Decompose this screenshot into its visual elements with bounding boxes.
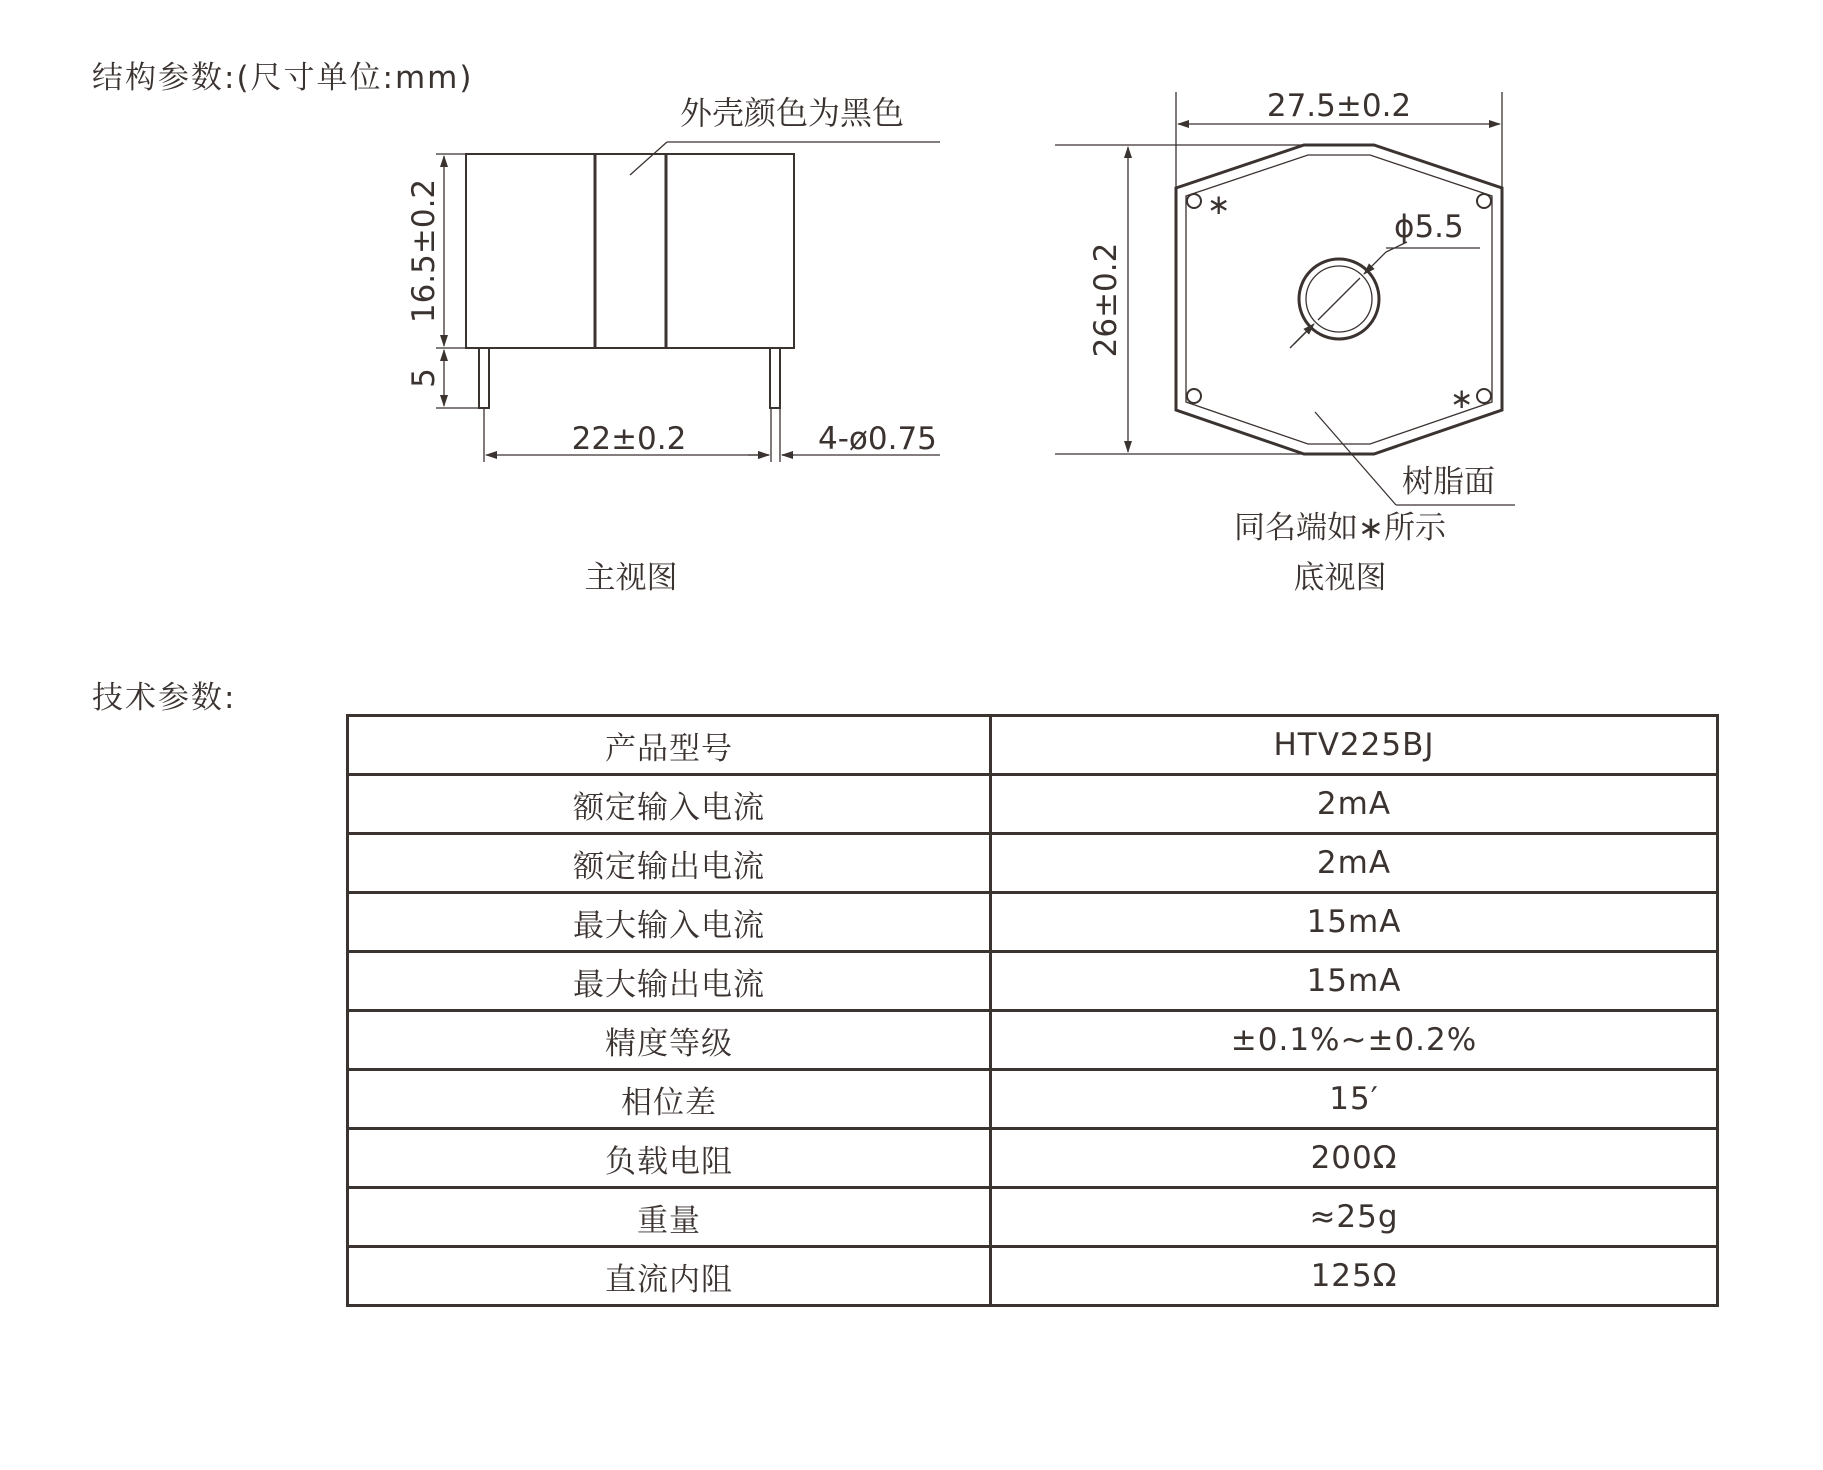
param-value: 2mA [991,834,1718,893]
param-name: 产品型号 [348,716,991,775]
technical-drawing [0,0,1823,640]
param-name: 额定输出电流 [348,834,991,893]
pin-hole-bottom-right [1477,389,1491,403]
transformer-body [466,154,794,348]
param-value: ≈25g [991,1188,1718,1247]
height-dim-label-bottom: 26±0.2 [1088,242,1124,358]
param-value: 200Ω [991,1129,1718,1188]
resin-note-leader [1315,412,1396,505]
pin-left [479,348,489,408]
bottom-view [1055,88,1515,596]
width-dim-label: 27.5±0.2 [1266,88,1412,124]
pin-dia-dim-label: 4-ø0.75 [818,421,937,457]
pin-hole-bottom-left [1187,389,1201,403]
param-name: 直流内阻 [348,1247,991,1306]
pin-right [770,348,780,408]
param-value: 15mA [991,952,1718,1011]
table-row [348,1011,1718,1070]
front-view-caption: 主视图 [584,560,678,596]
table-row [348,1247,1718,1306]
param-value: ±0.1%~±0.2% [991,1011,1718,1070]
shell-note: 外壳颜色为黑色 [680,94,905,132]
param-value: 15mA [991,893,1718,952]
param-name: 额定输入电流 [348,775,991,834]
front-view [406,94,940,596]
table-row [348,716,1718,775]
param-name: 最大输入电流 [348,893,991,952]
param-value: HTV225BJ [991,716,1718,775]
polarity-note: 同名端如∗所示 [1234,510,1446,546]
param-name: 重量 [348,1188,991,1247]
table-row [348,952,1718,1011]
hole-dim-label: ϕ5.5 [1394,209,1464,245]
table-row [348,1129,1718,1188]
table-row [348,834,1718,893]
polarity-mark-top: ∗ [1207,188,1231,221]
param-name: 精度等级 [348,1011,991,1070]
param-value: 2mA [991,775,1718,834]
parameter-table [346,714,1719,1307]
height-dim-label: 16.5±0.2 [406,178,442,324]
param-value: 15′ [991,1070,1718,1129]
param-name: 最大输出电流 [348,952,991,1011]
param-value: 125Ω [991,1247,1718,1306]
pin-spacing-dim-label: 22±0.2 [571,421,687,457]
table-row [348,1070,1718,1129]
pin-length-dim-label: 5 [406,368,442,388]
pin-hole-top-left [1187,194,1201,208]
shell-note-leader [630,142,667,175]
table-row [348,893,1718,952]
resin-note: 树脂面 [1402,464,1495,500]
pin-hole-top-right [1477,194,1491,208]
table-row [348,1188,1718,1247]
polarity-mark-bottom: ∗ [1450,382,1474,415]
structure-heading: 结构参数:(尺寸单位:mm) [92,60,474,96]
technical-heading: 技术参数: [92,680,237,716]
param-name: 负载电阻 [348,1129,991,1188]
bottom-view-caption: 底视图 [1293,560,1387,596]
param-name: 相位差 [348,1070,991,1129]
table-row [348,775,1718,834]
